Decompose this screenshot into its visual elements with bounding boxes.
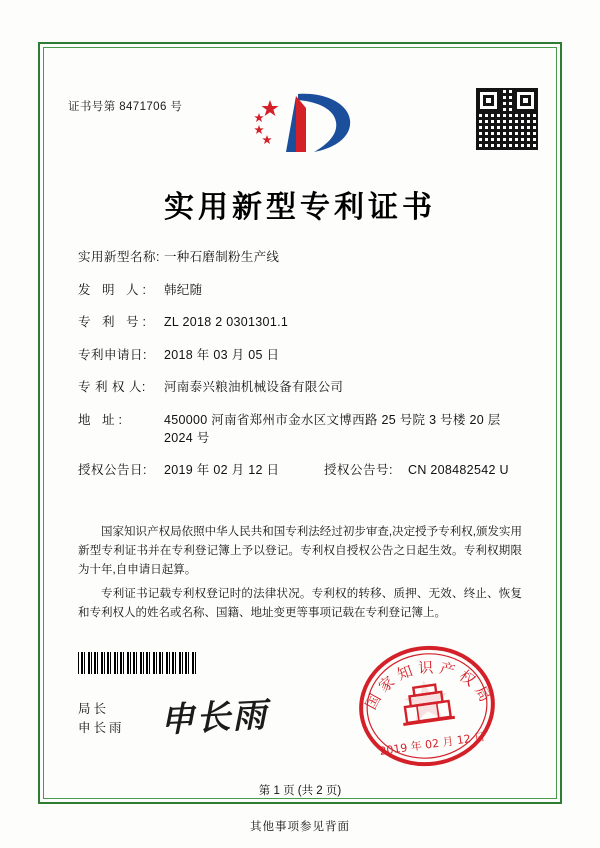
field-row-patent-number xyxy=(78,313,524,331)
field-label: 地 址: xyxy=(78,412,126,427)
field-label-announcement-number: 授权公告号: xyxy=(324,463,393,477)
field-value-announcement-date: 2019 年 02 月 12 日 xyxy=(164,463,280,477)
field-row-utility-model-name xyxy=(78,248,524,266)
field-row-inventor xyxy=(78,281,524,299)
field-value: 450000 河南省郑州市金水区文博西路 25 号院 3 号楼 20 层 2024 号 xyxy=(164,412,501,445)
signer-role-line1: 局长 xyxy=(78,702,110,716)
field-row-announcement xyxy=(78,461,524,479)
legal-paragraph-1: 国家知识产权局依照中华人民共和国专利法经过初步审查,决定授予专利权,颁发实用新型专利证书并在专利登记簿上予以登记。专利权自授权公告之日起生效。专利权期限为十年,自申请日起算。 xyxy=(78,526,522,576)
field-row-address xyxy=(78,411,524,447)
barcode xyxy=(78,652,196,674)
handwritten-signature: 申长雨 xyxy=(159,695,270,741)
cnipa-logo-icon xyxy=(240,86,360,158)
field-label-announcement-date: 授权公告日: xyxy=(78,463,147,477)
certificate-fields xyxy=(78,248,524,494)
legal-paragraph-2: 专利证书记载专利权登记时的法律状况。专利权的转移、质押、无效、终止、恢复和专利权人的姓名或名称、国籍、地址变更等事项记载在专利登记簿上。 xyxy=(78,588,522,619)
field-value-announcement-number: CN 208482542 U xyxy=(408,463,509,477)
field-value: ZL 2018 2 0301301.1 xyxy=(164,315,289,329)
field-value: 河南泰兴粮油机械设备有限公司 xyxy=(164,380,344,394)
field-label: 专 利 权 人: xyxy=(78,380,146,394)
field-value: 2018 年 03 月 05 日 xyxy=(164,347,280,362)
field-value: 韩纪随 xyxy=(164,282,203,297)
seal-date: 2019 年 02 月 12 日 xyxy=(378,730,486,758)
field-label: 发 明 人: xyxy=(78,282,150,297)
legal-text xyxy=(78,523,522,628)
field-row-patentee xyxy=(78,378,524,396)
footer-note: 其他事项参见背面 xyxy=(250,821,350,833)
field-value: 一种石磨制粉生产线 xyxy=(164,250,280,264)
certificate-number: 证书号第 8471706 号 xyxy=(68,101,183,113)
qr-code xyxy=(476,88,538,150)
signer-role xyxy=(78,700,125,738)
page-title: 实用新型专利证书 xyxy=(164,190,436,225)
field-label: 实用新型名称: xyxy=(78,250,160,264)
field-label: 专利申请日: xyxy=(78,347,147,362)
svg-text:国家知识产权局: 国家知识产权局 xyxy=(361,658,497,713)
official-seal xyxy=(352,640,502,772)
signer-role-line2: 申长雨 xyxy=(78,721,125,735)
field-row-application-date xyxy=(78,346,524,364)
field-label: 专 利 号: xyxy=(78,315,150,329)
page-indicator: 第 1 页 (共 2 页) xyxy=(258,785,342,797)
